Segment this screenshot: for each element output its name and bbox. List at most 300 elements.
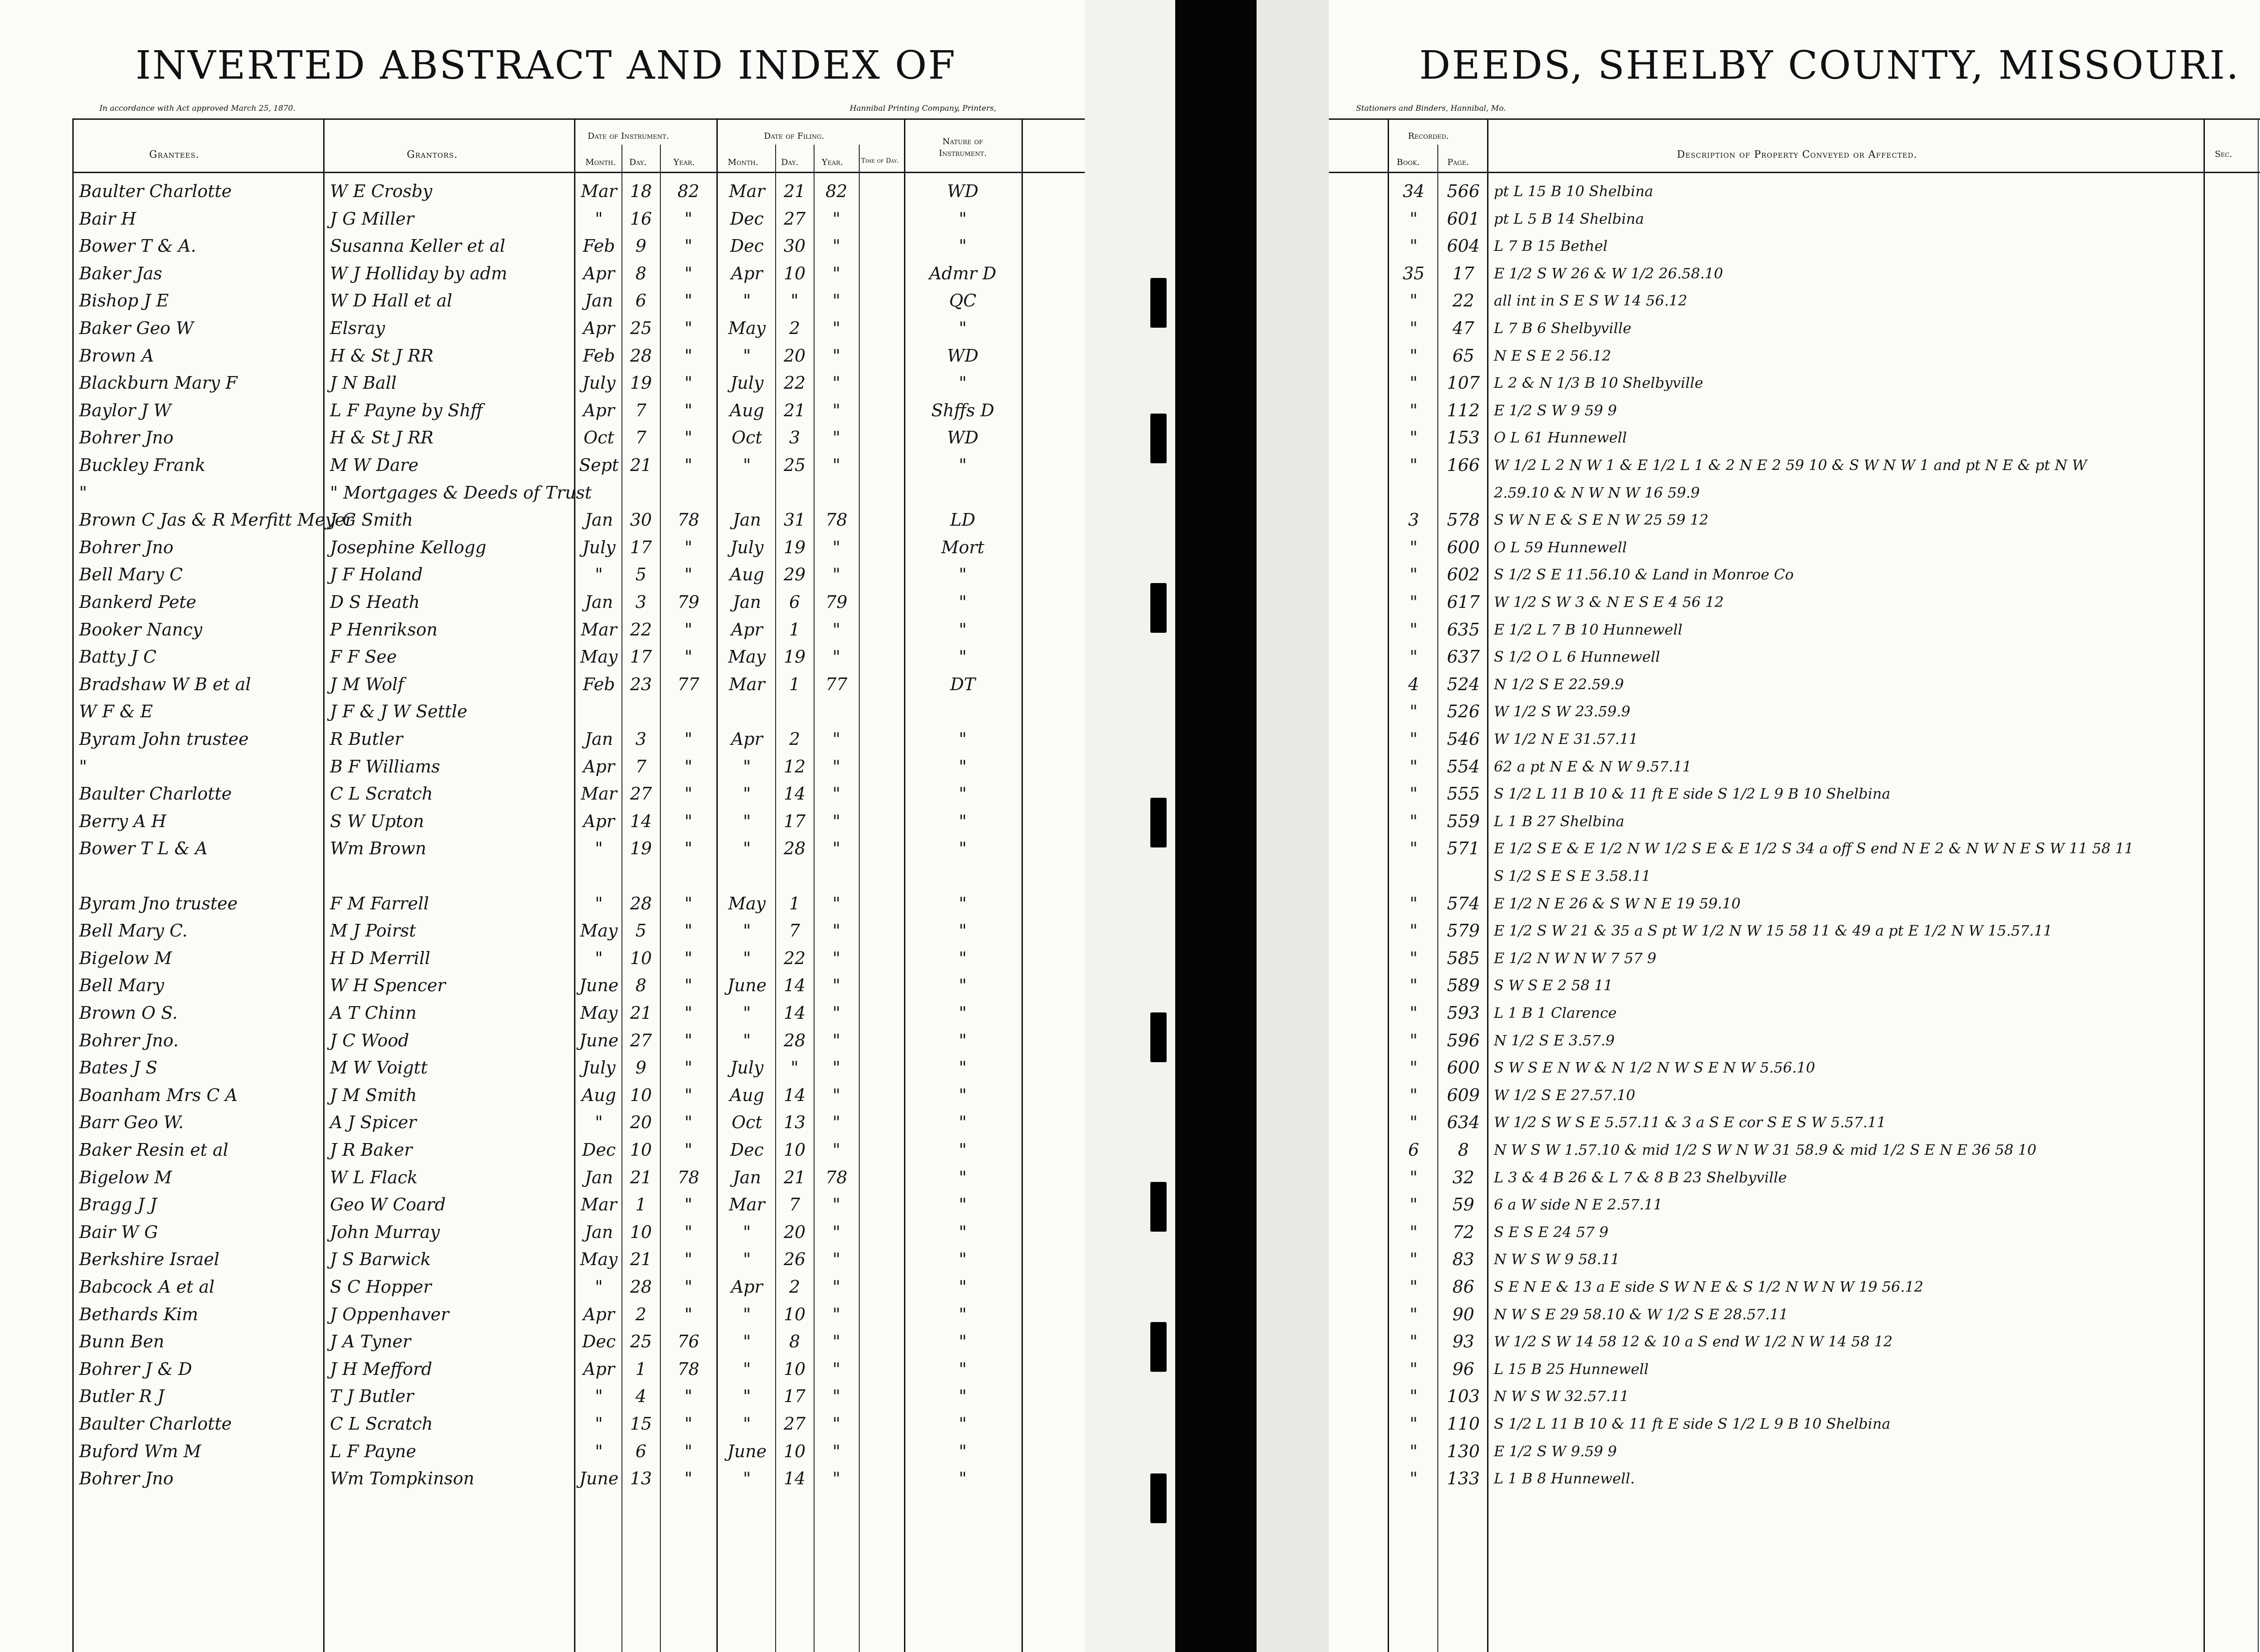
book-cell: " xyxy=(1409,1031,1418,1050)
nature-cell: " xyxy=(959,1003,967,1023)
nature-cell: " xyxy=(959,373,967,393)
book-cell: " xyxy=(1409,1359,1418,1379)
grantor-cell: W D Hall et al xyxy=(330,291,452,311)
table-row xyxy=(1329,1219,2260,1245)
instrument-day-cell: 3 xyxy=(635,592,647,612)
table-row xyxy=(1329,809,2260,834)
filing-day-cell: 12 xyxy=(783,757,806,777)
filing-year-cell: " xyxy=(832,1140,841,1160)
filing-year-cell: " xyxy=(832,838,841,858)
grantor-cell: W L Flack xyxy=(330,1167,418,1187)
filing-month-cell: Dec xyxy=(730,236,764,256)
filing-month-cell: " xyxy=(743,1414,751,1434)
filing-month-cell: Aug xyxy=(730,1085,764,1105)
grantor-cell: W J Holliday by adm xyxy=(330,264,508,283)
table-row xyxy=(0,206,1085,231)
filing-month-cell: Aug xyxy=(730,400,764,420)
filing-day-cell: 17 xyxy=(783,1386,806,1406)
nature-cell: " xyxy=(959,1359,967,1379)
grantor-cell: M J Poirst xyxy=(330,921,416,941)
table-row xyxy=(0,1110,1085,1135)
instrument-year-cell: " xyxy=(684,1386,692,1406)
nature-cell: " xyxy=(959,729,967,749)
description-cell: S E N E & 13 a E side S W N E & S 1/2 N W N W 19 56.12 xyxy=(1494,1278,1924,1295)
filing-year-cell xyxy=(815,480,858,505)
filing-year-cell: " xyxy=(832,318,841,338)
page-cell: 526 xyxy=(1447,701,1480,721)
nature-cell: " xyxy=(959,1468,967,1488)
instrument-day-cell: 3 xyxy=(635,729,647,749)
filing-year-cell: " xyxy=(832,620,841,640)
book-cell: " xyxy=(1409,1304,1418,1324)
table-row xyxy=(1329,179,2260,204)
instrument-day-cell: 7 xyxy=(635,428,647,447)
filing-month-cell: Oct xyxy=(731,428,763,447)
instrument-month-cell: Apr xyxy=(583,400,615,420)
description-cell: L 15 B 25 Hunnewell xyxy=(1494,1360,1649,1378)
grantee-cell: Berry A H xyxy=(79,811,166,831)
instrument-month-cell: " xyxy=(595,894,603,913)
instrument-month-cell: June xyxy=(579,975,619,995)
instrument-day-cell: 30 xyxy=(630,510,652,530)
page-cell: 133 xyxy=(1447,1468,1480,1488)
instrument-year-cell: " xyxy=(684,264,692,283)
book-cell: " xyxy=(1409,400,1418,420)
gutter-right-strip xyxy=(1257,0,1329,1652)
filing-day-cell: 26 xyxy=(783,1249,806,1269)
table-row xyxy=(0,809,1085,834)
table-row xyxy=(1329,726,2260,752)
book-cell: " xyxy=(1409,1468,1418,1488)
header-top-rule xyxy=(72,118,1085,120)
nature-cell: " xyxy=(959,1222,967,1242)
grantor-cell: C L Scratch xyxy=(330,784,433,804)
filing-day-cell: " xyxy=(791,291,799,311)
filing-month-cell xyxy=(719,480,775,505)
table-row xyxy=(1329,1439,2260,1464)
table-row xyxy=(0,1466,1085,1491)
description-cell: S 1/2 S E S E 3.58.11 xyxy=(1494,867,1651,885)
page-cell: 22 xyxy=(1452,291,1474,311)
table-row xyxy=(0,398,1085,423)
grantor-cell: J R Baker xyxy=(330,1140,413,1160)
filing-month-cell: Apr xyxy=(731,620,763,640)
book-cell: " xyxy=(1409,1386,1418,1406)
filing-year-cell: 78 xyxy=(825,510,848,530)
table-row xyxy=(0,288,1085,313)
filing-month-cell: July xyxy=(730,1058,764,1078)
table-row xyxy=(0,1000,1085,1026)
filing-day-cell: 21 xyxy=(783,1167,806,1187)
instrument-month-cell: Jan xyxy=(584,291,613,311)
grantee-cell: Baulter Charlotte xyxy=(79,181,232,201)
instrument-month-cell: " xyxy=(595,948,603,968)
grantee-cell: Bates J S xyxy=(79,1058,158,1078)
table-row xyxy=(1329,1192,2260,1217)
instrument-month-cell: Feb xyxy=(583,674,615,694)
filing-year-cell: " xyxy=(832,1195,841,1214)
instrument-month-cell: June xyxy=(579,1031,619,1050)
book-cell: " xyxy=(1409,373,1418,393)
instrument-year-cell xyxy=(661,480,716,505)
instrument-month-cell: June xyxy=(579,1468,619,1488)
table-row xyxy=(0,617,1085,642)
description-cell: L 3 & 4 B 26 & L 7 & 8 B 23 Shelbyville xyxy=(1494,1169,1787,1186)
date-filing-header: Date of Filing. xyxy=(764,131,824,141)
table-row xyxy=(0,535,1085,560)
page-cell: 637 xyxy=(1447,647,1480,667)
instrument-year-cell: " xyxy=(684,1058,692,1078)
table-row xyxy=(0,589,1085,615)
table-row xyxy=(0,1083,1085,1108)
instrument-day-cell: 8 xyxy=(635,975,647,995)
description-cell: N W S W 32.57.11 xyxy=(1494,1388,1629,1405)
nature-cell: " xyxy=(959,1140,967,1160)
instrument-month-cell: Dec xyxy=(582,1140,616,1160)
table-row xyxy=(1329,480,2260,505)
description-cell: W 1/2 S W 23.59.9 xyxy=(1494,703,1631,720)
book-cell: " xyxy=(1409,894,1418,913)
filing-day-cell: 14 xyxy=(783,1085,806,1105)
filing-day-cell: 20 xyxy=(783,346,806,366)
filing-month-cell: " xyxy=(743,1249,751,1269)
grantee-cell: Bair H xyxy=(79,209,137,229)
nature-cell: WD xyxy=(947,346,979,366)
filing-day-cell: 14 xyxy=(783,784,806,804)
book-cell: 4 xyxy=(1408,674,1419,694)
filing-year-cell: " xyxy=(832,236,841,256)
book-cell: " xyxy=(1409,592,1418,612)
instrument-year-cell: " xyxy=(684,318,692,338)
book-cell: " xyxy=(1409,565,1418,584)
filing-month-cell: " xyxy=(743,921,751,941)
filing-year-cell: " xyxy=(832,1332,841,1351)
nature-cell: " xyxy=(959,757,967,777)
table-row xyxy=(1329,535,2260,560)
nature-cell: " xyxy=(959,1085,967,1105)
filing-day-cell: 28 xyxy=(783,1031,806,1050)
description-cell: 6 a W side N E 2.57.11 xyxy=(1494,1196,1662,1213)
page-cell: 578 xyxy=(1447,510,1480,530)
instrument-month-cell: Jan xyxy=(584,510,613,530)
grantee-cell: Bethards Kim xyxy=(79,1304,198,1324)
page-cell xyxy=(1440,863,1487,889)
table-row xyxy=(1329,343,2260,368)
description-header: Description of Property Conveyed or Affected. xyxy=(1677,149,1917,160)
filing-month-cell: " xyxy=(743,1332,751,1351)
table-row xyxy=(1329,1028,2260,1053)
table-row xyxy=(0,1411,1085,1436)
filing-day-cell: 3 xyxy=(789,428,800,447)
filing-day-cell: 14 xyxy=(783,975,806,995)
table-row xyxy=(0,370,1085,395)
instrument-day-cell: 9 xyxy=(635,1058,647,1078)
filing-month-cell: " xyxy=(743,1468,751,1488)
filing-year-cell: " xyxy=(832,1222,841,1242)
book-cell: " xyxy=(1409,236,1418,256)
description-cell: L 7 B 15 Bethel xyxy=(1494,237,1608,254)
description-cell: all int in S E S W 14 56.12 xyxy=(1494,292,1687,309)
grantor-cell: S C Hopper xyxy=(330,1277,432,1297)
instrument-year-cell: 78 xyxy=(677,510,700,530)
table-row xyxy=(1329,562,2260,587)
grantor-cell: J M Wolf xyxy=(330,674,404,694)
instrument-month-cell: Apr xyxy=(583,264,615,283)
description-cell: 62 a pt N E & N W 9.57.11 xyxy=(1494,758,1692,775)
nature-cell: " xyxy=(959,236,967,256)
instrument-day-cell: 28 xyxy=(630,894,652,913)
filing-year-cell: " xyxy=(832,1058,841,1078)
filing-day-cell: 19 xyxy=(783,537,806,557)
instrument-year-cell: " xyxy=(684,373,692,393)
grantee-cell: Brown A xyxy=(79,346,154,366)
page-cell: 634 xyxy=(1447,1112,1480,1132)
filing-year-cell: " xyxy=(832,975,841,995)
instrument-month-cell: Jan xyxy=(584,729,613,749)
filing-day-cell: " xyxy=(791,1058,799,1078)
filing-day-cell: 27 xyxy=(783,209,806,229)
instrument-day-cell xyxy=(623,480,659,505)
instrument-year-cell: " xyxy=(684,811,692,831)
instrument-year-cell: 76 xyxy=(677,1332,700,1351)
grantee-cell: Blackburn Mary F xyxy=(79,373,238,393)
filing-year-cell xyxy=(815,699,858,724)
table-row xyxy=(1329,1274,2260,1299)
instrument-year-cell: " xyxy=(684,757,692,777)
instrument-day-cell: 21 xyxy=(630,1003,652,1023)
filing-month-cell: Dec xyxy=(730,209,764,229)
instrument-month-cell: July xyxy=(582,537,616,557)
grantee-cell: Bunn Ben xyxy=(79,1332,165,1351)
grantor-cell: H & St J RR xyxy=(330,346,434,366)
filing-day-cell: 7 xyxy=(789,921,800,941)
instrument-day-cell: 6 xyxy=(635,1441,647,1461)
book-cell: " xyxy=(1409,1195,1418,1214)
grantor-cell xyxy=(330,863,572,889)
description-cell: N E S E 2 56.12 xyxy=(1494,347,1611,364)
instrument-year-cell: " xyxy=(684,784,692,804)
instrument-year-cell: " xyxy=(684,1003,692,1023)
table-row xyxy=(0,562,1085,587)
grantor-cell: T J Butler xyxy=(330,1386,414,1406)
grantor-cell: Susanna Keller et al xyxy=(330,236,505,256)
page-cell: 17 xyxy=(1452,264,1474,283)
table-row xyxy=(1329,1466,2260,1491)
grantees-header: Grantees. xyxy=(149,149,199,160)
instrument-month-cell: " xyxy=(595,1441,603,1461)
grantor-cell: M W Dare xyxy=(330,455,419,475)
instrument-day-cell: 1 xyxy=(635,1359,647,1379)
grantee-cell xyxy=(79,863,321,889)
page-cell: 107 xyxy=(1447,373,1480,393)
grantor-cell: S W Upton xyxy=(330,811,424,831)
table-row xyxy=(0,918,1085,943)
table-row xyxy=(0,836,1085,861)
instrument-day-cell: 8 xyxy=(635,264,647,283)
nature-header: Nature of Instrument. xyxy=(938,136,987,158)
book-cell: " xyxy=(1409,209,1418,229)
instrument-year-cell: " xyxy=(684,537,692,557)
grantee-cell: Byram Jno trustee xyxy=(79,894,238,913)
page-cell: 86 xyxy=(1452,1277,1474,1297)
table-row xyxy=(0,1192,1085,1217)
grantor-cell: A T Chinn xyxy=(330,1003,417,1023)
filing-year-cell: " xyxy=(832,346,841,366)
description-cell: E 1/2 S W 26 & W 1/2 26.58.10 xyxy=(1494,265,1723,282)
book-cell: " xyxy=(1409,701,1418,721)
table-row xyxy=(1329,836,2260,861)
filing-month-cell: Apr xyxy=(731,729,763,749)
nature-cell: " xyxy=(959,921,967,941)
page-cell: 524 xyxy=(1447,674,1480,694)
instrument-day-cell: 10 xyxy=(630,1085,652,1105)
page-cell: 600 xyxy=(1447,1058,1480,1078)
instrument-day-cell: 28 xyxy=(630,1277,652,1297)
instrument-day-cell xyxy=(623,863,659,889)
filing-day-cell: 7 xyxy=(789,1195,800,1214)
filing-day-cell xyxy=(777,699,813,724)
grantee-cell: Bell Mary C xyxy=(79,565,183,584)
book-cell: " xyxy=(1409,729,1418,749)
filing-month-cell: Jan xyxy=(733,1167,761,1187)
grantee-cell: Butler R J xyxy=(79,1386,165,1406)
nature-cell: " xyxy=(959,1031,967,1050)
instrument-day-cell: 27 xyxy=(630,784,652,804)
nature-cell: " xyxy=(959,1277,967,1297)
filing-month-cell: Mar xyxy=(729,674,765,694)
grantee-cell: Boanham Mrs C A xyxy=(79,1085,238,1105)
table-row xyxy=(1329,754,2260,779)
instrument-year-cell: " xyxy=(684,1304,692,1324)
book-cell: " xyxy=(1409,455,1418,475)
filing-year-cell: 77 xyxy=(825,674,848,694)
filing-month-cell: " xyxy=(743,811,751,831)
instrument-month-cell: Apr xyxy=(583,811,615,831)
page-cell: 589 xyxy=(1447,975,1480,995)
table-row xyxy=(0,1137,1085,1163)
filing-day-cell: 6 xyxy=(789,592,800,612)
grantor-cell: F M Farrell xyxy=(330,894,429,913)
page-cell: 59 xyxy=(1452,1195,1474,1214)
grantor-cell: L F Payne xyxy=(330,1441,416,1461)
filing-month-cell: June xyxy=(727,1441,767,1461)
table-row xyxy=(1329,644,2260,669)
nature-cell xyxy=(906,480,1019,505)
binding-hole xyxy=(1150,583,1167,633)
grantee-cell: Babcock A et al xyxy=(79,1277,215,1297)
instrument-day-cell: 5 xyxy=(635,565,647,584)
instrument-day-cell: 22 xyxy=(630,620,652,640)
act-note: In accordance with Act approved March 25, 1870. xyxy=(99,104,296,113)
table-row xyxy=(0,480,1085,505)
grantor-cell: J N Ball xyxy=(330,373,397,393)
book-cell: " xyxy=(1409,784,1418,804)
filing-day-cell: 14 xyxy=(783,1468,806,1488)
table-row xyxy=(0,863,1085,889)
filing-year-cell: " xyxy=(832,1468,841,1488)
nature-cell: " xyxy=(959,647,967,667)
filing-month-cell: Mar xyxy=(729,1195,765,1214)
instrument-month-cell: May xyxy=(580,921,618,941)
page-cell: 65 xyxy=(1452,346,1474,366)
table-row xyxy=(1329,1165,2260,1190)
book-cell: " xyxy=(1409,975,1418,995)
description-cell: pt L 5 B 14 Shelbina xyxy=(1494,210,1644,227)
nature-cell: " xyxy=(959,975,967,995)
grantee-cell: Bishop J E xyxy=(79,291,169,311)
instrument-day-cell: 6 xyxy=(635,291,647,311)
book-cell xyxy=(1390,480,1437,505)
filing-day-cell: 14 xyxy=(783,1003,806,1023)
grantors-header: Grantors. xyxy=(407,149,458,160)
instrument-year-cell: " xyxy=(684,975,692,995)
right-page-title: DEEDS, SHELBY COUNTY, MISSOURI. xyxy=(1419,43,2240,88)
book-cell: " xyxy=(1409,948,1418,968)
file-month-header: Month. xyxy=(728,157,758,167)
file-year-header: Year. xyxy=(822,157,843,167)
table-row xyxy=(1329,261,2260,286)
time-of-day-header: Time of Day. xyxy=(861,157,899,165)
description-cell: L 7 B 6 Shelbyville xyxy=(1494,320,1632,337)
filing-year-cell: " xyxy=(832,1277,841,1297)
filing-month-cell: June xyxy=(727,975,767,995)
table-row xyxy=(1329,617,2260,642)
description-cell: O L 61 Hunnewell xyxy=(1494,429,1627,446)
nature-cell: LD xyxy=(950,510,975,530)
table-row xyxy=(0,315,1085,341)
left-ledger-page xyxy=(0,0,1085,1652)
grantee-cell: Batty J C xyxy=(79,647,157,667)
table-row xyxy=(1329,398,2260,423)
instrument-year-cell: " xyxy=(684,1140,692,1160)
filing-day-cell: 28 xyxy=(783,838,806,858)
page-cell: 166 xyxy=(1447,455,1480,475)
page-cell: 96 xyxy=(1452,1359,1474,1379)
filing-year-cell: " xyxy=(832,373,841,393)
description-cell: S W N E & S E N W 25 59 12 xyxy=(1494,511,1709,528)
description-cell: E 1/2 S W 9 59 9 xyxy=(1494,402,1617,419)
description-cell: S 1/2 S E 11.56.10 & Land in Monroe Co xyxy=(1494,566,1794,583)
grantee-cell: Bigelow M xyxy=(79,948,172,968)
instrument-day-cell: 23 xyxy=(630,674,652,694)
instrument-day-cell: 16 xyxy=(630,209,652,229)
grantee-cell: Brown C Jas & R Merfitt Meyer xyxy=(79,510,353,530)
page-cell: 601 xyxy=(1447,209,1480,229)
table-row xyxy=(0,781,1085,806)
instrument-year-cell: " xyxy=(684,428,692,447)
table-row xyxy=(0,644,1085,669)
book-cell: " xyxy=(1409,1249,1418,1269)
instrument-year-cell: " xyxy=(684,209,692,229)
instrument-year-cell: " xyxy=(684,236,692,256)
filing-month-cell: Jan xyxy=(733,592,761,612)
filing-month-cell: " xyxy=(743,1031,751,1050)
nature-cell: " xyxy=(959,455,967,475)
table-row xyxy=(0,1165,1085,1190)
filing-month-cell xyxy=(719,699,775,724)
page-cell: 593 xyxy=(1447,1003,1480,1023)
instrument-day-cell: 9 xyxy=(635,236,647,256)
nature-cell: " xyxy=(959,1386,967,1406)
filing-year-cell: " xyxy=(832,428,841,447)
filing-year-cell: " xyxy=(832,291,841,311)
sec-header: Sec. xyxy=(2215,149,2232,159)
instrument-day-cell: 17 xyxy=(630,537,652,557)
instrument-month-cell: Apr xyxy=(583,757,615,777)
nature-cell: " xyxy=(959,838,967,858)
grantee-cell: Bigelow M xyxy=(79,1167,172,1187)
filing-year-cell: " xyxy=(832,1003,841,1023)
